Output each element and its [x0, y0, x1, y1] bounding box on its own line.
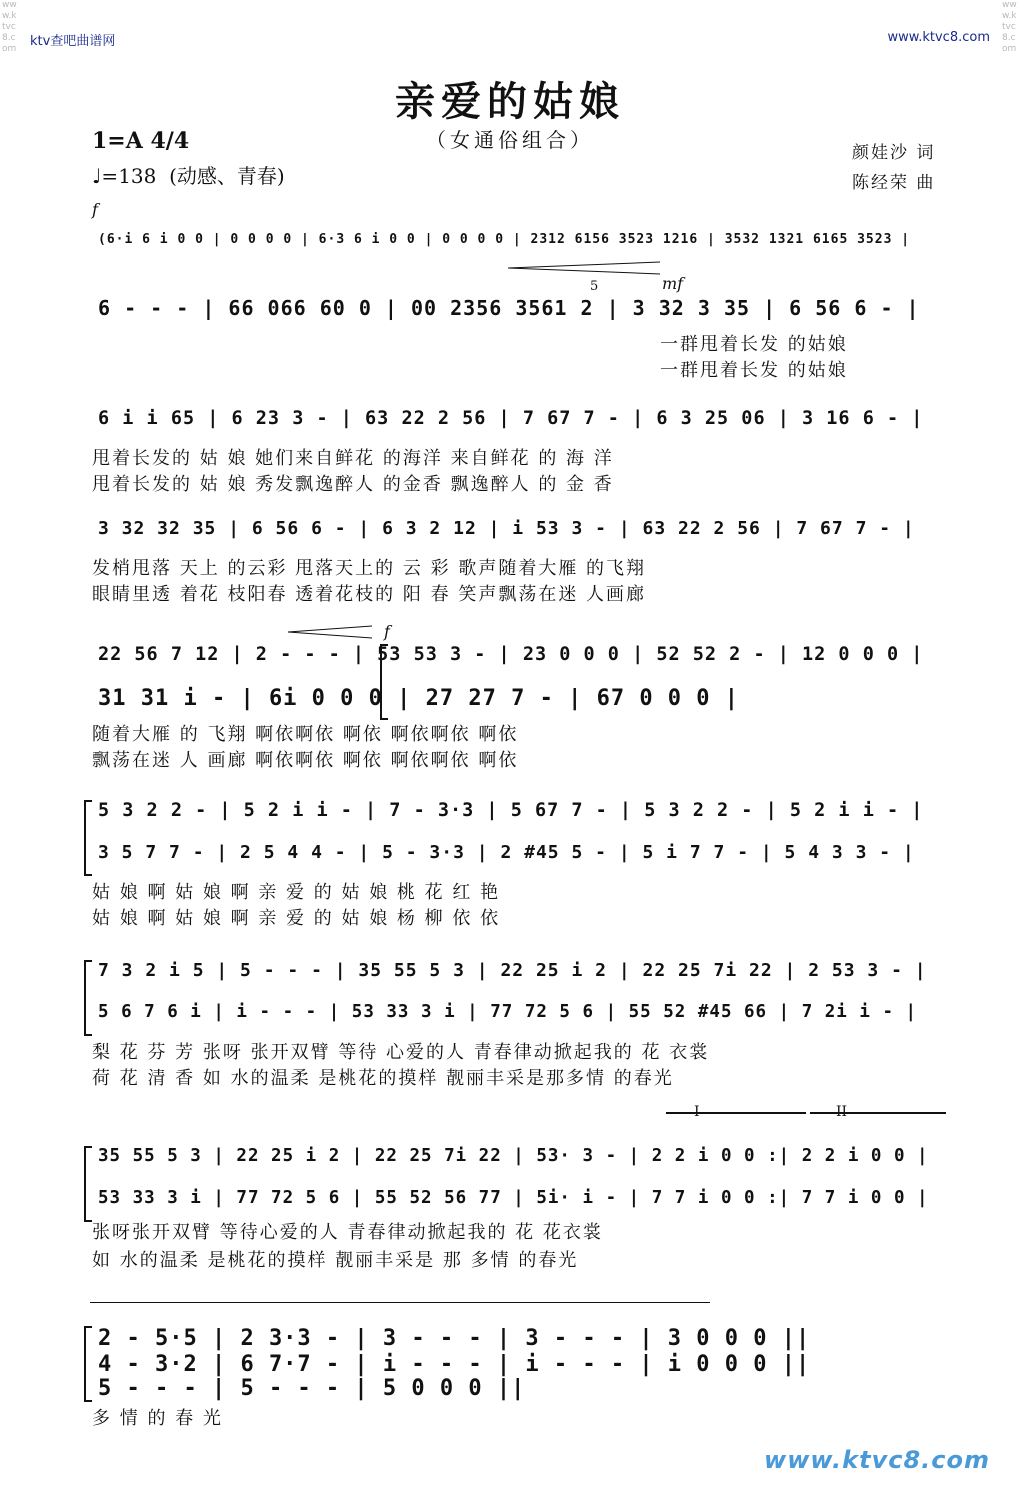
system-8-notes-upper: 35 55 5 3 | 22 25 i 2 | 22 25 7i 22 | 53· 3 - | 2 2 i 0 0 :| 2 2 i 0 0 | — [98, 1146, 929, 1166]
system-2-lyric-verse-1: 一群甩着长发 的姑娘 — [660, 334, 848, 355]
system-1 — [88, 228, 946, 268]
system-3-lyric-verse-2: 甩着长发的 姑 娘 秀发飘逸醉人 的金香 飘逸醉人 的 金 香 — [92, 474, 614, 495]
system-3-lyric-verse-1: 甩着长发的 姑 娘 她们来自鲜花 的海洋 来自鲜花 的 海 洋 — [92, 448, 614, 469]
system-8-voice-bracket — [84, 1146, 92, 1222]
page-title: 亲爱的姑娘 — [395, 78, 625, 125]
system-7-lyric-verse-1: 梨 花 芬 芳 张呀 张开双臂 等待 心爱的人 青春律动掀起我的 花 衣裳 — [92, 1042, 710, 1063]
system-6-lyric-verse-2: 姑 娘 啊 姑 娘 啊 亲 爱 的 姑 娘 杨 柳 依 依 — [92, 908, 501, 929]
key-signature: 1=A 4/4 — [92, 128, 190, 154]
right-margin-watermark: www.ktvc8.com — [1002, 0, 1017, 54]
system-1-notes: (6·i 6 i 0 0 | 0 0 0 0 | 6·3 6 i 0 0 | 0 0 0 0 | 2312 6156 3523 1216 | 3532 1321 6165 3523 | — [98, 232, 911, 247]
system-8 — [88, 1142, 946, 1276]
system-8-lyric-verse-2: 如 水的温柔 是桃花的摸样 靓丽丰采是 那 多情 的春光 — [92, 1250, 579, 1271]
left-margin-watermark: www.ktvc8.com — [2, 0, 17, 54]
system-5-notes-upper: 22 56 7 12 | 2 - - - | 53 53 3 - | 23 0 0 0 | 52 52 2 - | 12 0 0 0 | — [98, 644, 924, 665]
system-7 — [88, 956, 946, 1090]
second-ending-mark: II — [836, 1104, 848, 1120]
first-ending-mark: I — [694, 1104, 700, 1120]
dynamic-mezzoforte: mf — [662, 274, 684, 293]
system-5 — [88, 640, 946, 770]
system-8-notes-lower: 53 33 3 i | 77 72 5 6 | 55 52 56 77 | 5i· i - | 7 7 i 0 0 :| 7 7 i 0 0 | — [98, 1188, 929, 1208]
system-6 — [88, 796, 946, 930]
system-4-notes: 3 32 32 35 | 6 56 6 - | 6 3 2 12 | i 53 3 - | 63 22 2 56 | 7 67 7 - | — [98, 518, 915, 539]
tempo-marking: ♩=138 (动感、青春) — [92, 164, 285, 188]
system-5-notes-lower: 31 31 i - | 6i 0 0 0 | 27 27 7 - | 67 0 0 0 | — [98, 686, 740, 711]
system-9 — [88, 1322, 946, 1432]
system-9-notes-middle: 4 - 3·2 | 6 7·7 - | i - - - | i - - - | i 0 0 0 || — [98, 1352, 811, 1377]
system-2 — [88, 292, 946, 392]
system-4-lyric-verse-1: 发梢甩落 天上 的云彩 甩落天上的 云 彩 歌声随着大雁 的飞翔 — [92, 558, 647, 579]
system-4-lyric-verse-2: 眼睛里透 着花 枝阳春 透着花枝的 阳 春 笑声飘荡在迷 人画廊 — [92, 584, 647, 605]
site-name-left[interactable]: ktv查吧曲谱网 — [30, 34, 116, 49]
footer-watermark-link[interactable]: www.ktvc8.com — [764, 1446, 990, 1474]
system-9-notes-lower: 5 - - - | 5 - - - | 5 0 0 0 || — [98, 1376, 526, 1401]
system-7-notes-lower: 5 6 7 6 i | i - - - | 53 33 3 i | 77 72 5 6 | 55 52 #45 66 | 7 2i i - | — [98, 1002, 918, 1022]
system-9-lyric: 多 情 的 春 光 — [92, 1408, 223, 1429]
system-3-notes: 6 i i 65 | 6 23 3 - | 63 22 2 56 | 7 67 7 - | 6 3 25 06 | 3 16 6 - | — [98, 408, 924, 429]
composer-credit: 陈经荣 曲 — [852, 173, 936, 193]
system-8-lyric-verse-1: 张呀张开双臂 等待心爱的人 青春律动掀起我的 花 花衣裳 — [92, 1222, 603, 1243]
system-2-lyric-verse-2: 一群甩着长发 的姑娘 — [660, 360, 848, 381]
system-7-voice-bracket — [84, 960, 92, 1036]
quintuplet-mark: 5 — [590, 279, 599, 294]
system-9-voice-bracket — [84, 1326, 92, 1402]
system-7-lyric-verse-2: 荷 花 清 香 如 水的温柔 是桃花的摸样 靓丽丰采是那多情 的春光 — [92, 1068, 674, 1089]
dynamic-forte-2: f — [384, 622, 390, 641]
system-6-notes-upper: 5 3 2 2 - | 5 2 i i - | 7 - 3·3 | 5 67 7 - | 5 3 2 2 - | 5 2 i i - | — [98, 800, 924, 821]
system-5-lyric-verse-1: 随着大雁 的 飞翔 啊依啊依 啊依 啊依啊依 啊依 — [92, 724, 519, 745]
site-url-right[interactable]: www.ktvc8.com — [887, 30, 990, 45]
system-6-lyric-verse-1: 姑 娘 啊 姑 娘 啊 亲 爱 的 姑 娘 桃 花 红 艳 — [92, 882, 501, 903]
dynamic-forte: f — [92, 200, 98, 219]
lyricist-credit: 颜娃沙 词 — [852, 143, 936, 163]
system-3 — [88, 404, 946, 504]
system-2-notes: 6 - - - | 66 066 60 0 | 00 2356 3561 2 | 3 32 3 35 | 6 56 6 - | — [98, 296, 920, 320]
system-7-notes-upper: 7 3 2 i 5 | 5 - - - | 35 55 5 3 | 22 25 i 2 | 22 25 7i 22 | 2 53 3 - | — [98, 960, 927, 981]
system-4 — [88, 514, 946, 614]
system-5-lyric-verse-2: 飘荡在迷 人 画廊 啊依啊依 啊依 啊依啊依 啊依 — [92, 750, 519, 771]
system-6-voice-bracket — [84, 800, 92, 876]
system-9-notes-upper: 2 - 5·5 | 2 3·3 - | 3 - - - | 3 - - - | 3 0 0 0 || — [98, 1326, 811, 1351]
page-subtitle: （女通俗组合） — [426, 128, 594, 152]
system-6-notes-lower: 3 5 7 7 - | 2 5 4 4 - | 5 - 3·3 | 2 #45 5 - | 5 i 7 7 - | 5 4 3 3 - | — [98, 842, 915, 863]
